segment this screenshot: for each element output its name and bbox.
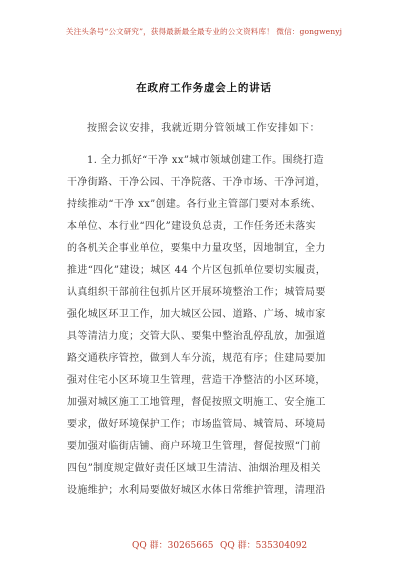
body-line: 持续推动“干净 xx”创建。各行业主管部门要对本系统、 [67, 199, 322, 210]
body-line: 强化城区环卫工作，加大城区公园、道路、广场、城市家 [67, 309, 326, 320]
body-line: 路交通秩序管控，做到人车分流，规范有序；住建局要加 [67, 353, 326, 364]
body-line: 四包”制度规定做好责任区域卫生清洁、油烟治理及相关 [67, 463, 321, 474]
body-line: 设施维护；水利局要做好城区水体日常维护管理，清理沿 [67, 485, 326, 496]
body-line: 具等清洁力度；交管大队、要集中整治乱停乱放，加强道 [67, 331, 326, 342]
footer [0, 538, 408, 552]
body-line: 认真组织干部前往包抓片区开展环境整治工作；城管局要 [67, 287, 326, 298]
qq-group-left: QQ 群：30265665 [132, 541, 214, 551]
intro-paragraph: 按照会议安排，我就近期分管领域工作安排如下： [87, 123, 321, 134]
body-line: 强对住宅小区环境卫生管理，营造干净整洁的小区环境， [67, 375, 326, 386]
promo-banner: 关注头条号“公文研究”，获得最新最全最专业的公文资料库！ 微信：gongwenyj [65, 27, 343, 36]
body-line: 加强对城区施工工地管理，督促按照文明施工、安全施工 [67, 397, 326, 408]
body-line: 要求，做好环境保护工作；市场监管局、城管局、环境局 [67, 419, 326, 430]
body-line: 要加强对临街店铺、商户环境卫生管理，督促按照“门前 [67, 441, 321, 452]
document-title: 在政府工作务虚会上的讲话 [136, 82, 272, 94]
qq-group-right: QQ 群：535304092 [220, 541, 308, 551]
body-paragraph [67, 150, 351, 502]
body-line: 本单位、本行业“四化”建设负总责，工作任务还未落实 [67, 221, 316, 232]
body-line: 的各机关企事业单位，要集中力量攻坚，因地制宜，全力 [67, 243, 326, 254]
body-line: 1. 全力抓好“干净 xx”城市领域创建工作。围绕打造 [87, 155, 324, 166]
body-line: 推进“四化”建设；城区 44 个片区包抓单位要切实履责， [67, 265, 327, 276]
body-line: 干净街路、干净公园、干净院落、干净市场、干净河道， [67, 177, 326, 188]
